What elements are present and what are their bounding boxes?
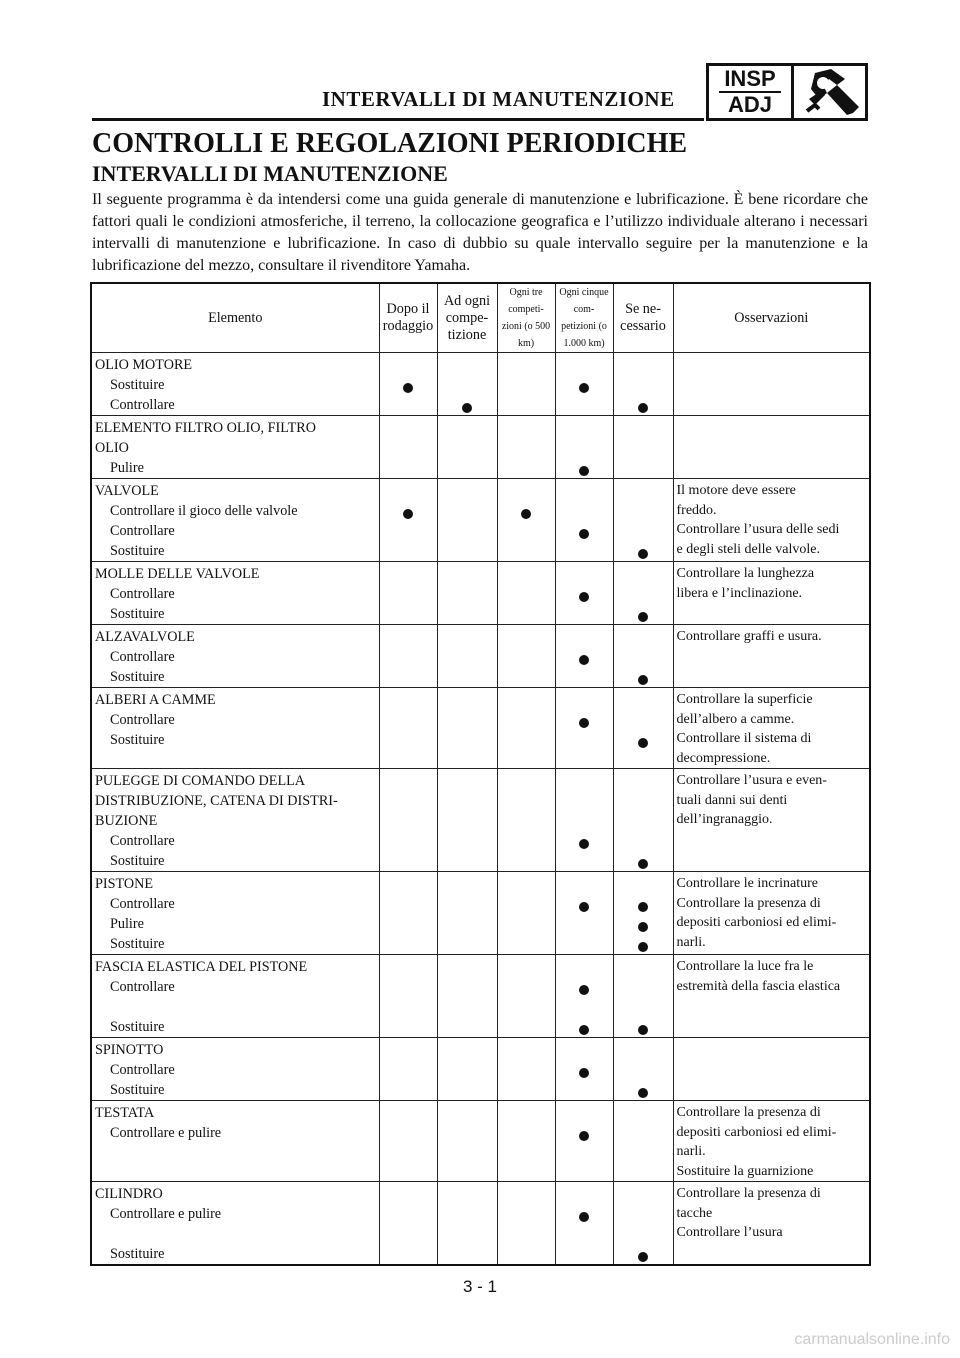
interval-cell xyxy=(437,625,497,688)
element-action: Sostituire xyxy=(110,669,165,685)
notes-cell xyxy=(673,769,870,872)
element-action: Controllare xyxy=(110,586,175,602)
element-cell xyxy=(91,353,379,416)
interval-cell xyxy=(613,1182,673,1266)
element-cell xyxy=(91,688,379,769)
element-title: BUZIONE xyxy=(95,813,158,829)
note-line: estremità della fascia elastica xyxy=(676,978,841,994)
interval-cell xyxy=(379,1101,437,1182)
badge-divider xyxy=(791,66,794,118)
table-row xyxy=(91,479,870,562)
schedule-dot-icon xyxy=(403,383,413,393)
note-line: Controllare l’usura e even- xyxy=(676,773,827,788)
schedule-dot-icon xyxy=(579,655,589,665)
schedule-dot-icon xyxy=(638,902,648,912)
schedule-dot-icon xyxy=(579,383,589,393)
schedule-dot-icon xyxy=(579,985,589,995)
element-action: Sostituire xyxy=(110,606,165,622)
element-title: PISTONE xyxy=(95,876,154,892)
element-title: MOLLE DELLE VALVOLE xyxy=(95,566,260,582)
table-row xyxy=(91,562,870,625)
element-action: Controllare xyxy=(110,833,175,849)
note-line: Controllare la presenza di xyxy=(676,1105,821,1120)
schedule-dot-icon xyxy=(403,509,413,519)
note-line: decompressione. xyxy=(676,750,771,766)
element-title: FASCIA ELASTICA DEL PISTONE xyxy=(95,959,308,975)
element-action: Sostituire xyxy=(110,377,165,393)
interval-cell xyxy=(613,353,673,416)
element-action xyxy=(95,1224,377,1244)
badge-text xyxy=(709,66,791,118)
element-title: ALZAVALVOLE xyxy=(95,629,195,645)
element-cell xyxy=(91,872,379,955)
table-row xyxy=(91,955,870,1038)
interval-cell xyxy=(379,562,437,625)
notes-cell xyxy=(673,353,870,416)
interval-cell xyxy=(437,1101,497,1182)
schedule-dot-icon xyxy=(638,549,648,559)
element-title: VALVOLE xyxy=(95,483,159,499)
element-action: Controllare e pulire xyxy=(110,1206,222,1222)
col-header-ogni-cinque: Ogni cinque com- petizioni (o 1.000 km) xyxy=(555,283,613,353)
element-action: Pulire xyxy=(110,916,144,932)
note-line: dell’ingranaggio. xyxy=(676,812,773,827)
interval-cell xyxy=(497,769,555,872)
interval-cell xyxy=(555,688,613,769)
interval-cell xyxy=(497,353,555,416)
schedule-dot-icon xyxy=(638,922,648,932)
table-row xyxy=(91,1101,870,1182)
page-number: 3 - 1 xyxy=(462,1277,498,1296)
table-row xyxy=(91,769,870,872)
schedule-dot-icon xyxy=(638,859,648,869)
interval-cell xyxy=(613,769,673,872)
interval-cell xyxy=(555,769,613,872)
sub-heading: INTERVALLI DI MANUTENZIONE xyxy=(92,161,448,186)
schedule-dot-icon xyxy=(638,612,648,622)
note-line: Controllare le incrinature xyxy=(676,876,818,891)
interval-cell xyxy=(437,353,497,416)
interval-cell xyxy=(497,872,555,955)
interval-cell xyxy=(437,416,497,479)
element-action: Sostituire xyxy=(110,936,165,952)
element-action: Controllare xyxy=(110,523,175,539)
interval-cell xyxy=(497,688,555,769)
interval-cell xyxy=(437,1038,497,1101)
interval-cell xyxy=(379,872,437,955)
notes-cell xyxy=(673,625,870,688)
element-action: Sostituire xyxy=(110,1082,165,1098)
interval-cell xyxy=(555,416,613,479)
schedule-dot-icon xyxy=(579,529,589,539)
interval-cell xyxy=(437,769,497,872)
note-line: freddo. xyxy=(676,502,717,518)
note-line: Sostituire la guarnizione xyxy=(676,1163,814,1179)
schedule-dot-icon xyxy=(638,1025,648,1035)
note-line: Controllare il sistema di xyxy=(676,731,812,746)
element-action: Controllare xyxy=(110,979,175,995)
schedule-dot-icon xyxy=(579,592,589,602)
element-action: Sostituire xyxy=(110,1246,165,1262)
notes-cell xyxy=(673,688,870,769)
element-title: ELEMENTO FILTRO OLIO, FILTRO xyxy=(95,420,316,436)
note-line: depositi carboniosi ed elimi- xyxy=(676,1124,837,1140)
note-line: Controllare la presenza di xyxy=(676,895,821,911)
element-cell xyxy=(91,955,379,1038)
element-cell xyxy=(91,416,379,479)
col-header-se-necessario: Se ne- cessario xyxy=(613,283,673,353)
interval-cell xyxy=(613,872,673,955)
element-cell xyxy=(91,1101,379,1182)
interval-cell xyxy=(497,955,555,1038)
interval-cell xyxy=(379,416,437,479)
badge-bottom-label: ADJ xyxy=(727,92,772,117)
interval-cell xyxy=(613,688,673,769)
notes-cell xyxy=(673,872,870,955)
table-row xyxy=(91,1038,870,1101)
interval-cell xyxy=(437,479,497,562)
table-row xyxy=(91,416,870,479)
element-title: DISTRIBUZIONE, CATENA DI DISTRI- xyxy=(95,793,338,809)
element-title: PULEGGE DI COMANDO DELLA xyxy=(95,773,306,789)
badge-top-label: INSP xyxy=(724,66,776,91)
schedule-dot-icon xyxy=(579,902,589,912)
schedule-dot-icon xyxy=(579,1068,589,1078)
schedule-dot-icon xyxy=(579,1212,589,1222)
interval-cell xyxy=(555,955,613,1038)
note-line: Controllare la luce fra le xyxy=(676,959,814,974)
running-header-title: INTERVALLI DI MANUTENZIONE xyxy=(322,87,675,111)
note-line: Il motore deve essere xyxy=(676,483,796,498)
notes-cell xyxy=(673,416,870,479)
schedule-dot-icon xyxy=(638,942,648,952)
element-title: TESTATA xyxy=(95,1105,155,1121)
table-row xyxy=(91,688,870,769)
schedule-dot-icon xyxy=(521,509,531,519)
note-line: depositi carboniosi ed elimi- xyxy=(676,915,837,930)
note-line: Controllare l’usura xyxy=(676,1225,783,1240)
element-cell xyxy=(91,479,379,562)
element-cell xyxy=(91,562,379,625)
note-line: Controllare graffi e usura. xyxy=(676,629,822,644)
element-action: Pulire xyxy=(110,460,144,476)
note-line: Controllare la superficie xyxy=(676,692,813,707)
schedule-dot-icon xyxy=(462,403,472,413)
col-header-osservazioni: Osservazioni xyxy=(673,283,870,353)
interval-cell xyxy=(379,479,437,562)
wrench-check-icon xyxy=(801,69,863,117)
interval-cell xyxy=(497,479,555,562)
interval-cell xyxy=(613,416,673,479)
interval-cell xyxy=(613,479,673,562)
element-action: Controllare e pulire xyxy=(110,1125,222,1141)
insp-adj-badge xyxy=(706,63,868,121)
interval-cell xyxy=(613,625,673,688)
interval-cell xyxy=(379,955,437,1038)
schedule-dot-icon xyxy=(638,1088,648,1098)
element-action: Controllare il gioco delle valvole xyxy=(110,503,298,519)
main-heading: CONTROLLI E REGOLAZIONI PERIODICHE xyxy=(92,128,688,159)
note-line: narli. xyxy=(676,1144,706,1159)
col-header-ogni-competizione: Ad ogni compe- tizione xyxy=(437,283,497,353)
interval-cell xyxy=(555,1038,613,1101)
interval-cell xyxy=(613,1101,673,1182)
schedule-dot-icon xyxy=(579,1131,589,1141)
interval-cell xyxy=(555,1182,613,1266)
interval-cell xyxy=(497,1038,555,1101)
schedule-dot-icon xyxy=(579,1025,589,1035)
schedule-dot-icon xyxy=(638,675,648,685)
element-action xyxy=(95,997,377,1017)
element-action: Sostituire xyxy=(110,1019,165,1035)
intro-paragraph: Il seguente programma è da intendersi come una guida generale di manutenzione e lubrificazione. È bene ricordare che fattori quali le condizioni atmosferiche, il terreno, la collocazione geografica e l’utilizzo individuale alterano i necessari intervalli di manutenzione e lubrificazione. In caso di dubbio su quale intervallo seguire per la manutenzione e la lubrificazione del mezzo, consultare il rivenditore Yamaha. xyxy=(92,191,868,274)
element-action: Controllare xyxy=(110,397,175,413)
col-header-elemento: Elemento xyxy=(91,283,379,353)
interval-cell xyxy=(555,1101,613,1182)
schedule-dot-icon xyxy=(579,718,589,728)
schedule-dot-icon xyxy=(638,738,648,748)
interval-cell xyxy=(437,1182,497,1266)
interval-cell xyxy=(555,562,613,625)
interval-cell xyxy=(613,955,673,1038)
interval-cell xyxy=(497,1182,555,1266)
notes-cell xyxy=(673,562,870,625)
table-row xyxy=(91,872,870,955)
element-cell xyxy=(91,1182,379,1266)
watermark: carmanualsonline.info xyxy=(794,1331,950,1348)
schedule-dot-icon xyxy=(638,1252,648,1262)
header-rule xyxy=(92,118,704,121)
interval-cell xyxy=(437,562,497,625)
element-title: SPINOTTO xyxy=(95,1042,164,1058)
element-title: CILINDRO xyxy=(95,1186,163,1202)
table-row xyxy=(91,1182,870,1266)
notes-cell xyxy=(673,955,870,1038)
notes-cell xyxy=(673,1182,870,1266)
note-line: narli. xyxy=(676,934,706,950)
element-title: OLIO xyxy=(95,440,129,456)
element-action: Controllare xyxy=(110,649,175,665)
interval-cell xyxy=(437,955,497,1038)
col-header-dopo-rodaggio: Dopo il rodaggio xyxy=(379,283,437,353)
interval-cell xyxy=(497,562,555,625)
schedule-dot-icon xyxy=(579,466,589,476)
element-cell xyxy=(91,769,379,872)
element-title: OLIO MOTORE xyxy=(95,357,193,373)
element-action: Sostituire xyxy=(110,732,165,748)
interval-cell xyxy=(379,625,437,688)
element-action: Sostituire xyxy=(110,543,165,559)
schedule-dot-icon xyxy=(638,403,648,413)
element-cell xyxy=(91,625,379,688)
notes-cell xyxy=(673,1101,870,1182)
element-action: Controllare xyxy=(110,896,175,912)
table-header-row xyxy=(91,283,870,353)
interval-cell xyxy=(497,625,555,688)
notes-cell xyxy=(673,479,870,562)
col-header-ogni-tre: Ogni tre competi- zioni (o 500 km) xyxy=(497,283,555,353)
element-action: Controllare xyxy=(110,712,175,728)
note-line: e degli steli delle valvole. xyxy=(676,541,820,557)
element-action: Sostituire xyxy=(110,853,165,869)
maintenance-table xyxy=(90,282,871,1266)
interval-cell xyxy=(613,1038,673,1101)
interval-cell xyxy=(379,769,437,872)
note-line: Controllare l’usura delle sedi xyxy=(676,522,840,537)
element-cell xyxy=(91,1038,379,1101)
notes-cell xyxy=(673,1038,870,1101)
interval-cell xyxy=(555,625,613,688)
note-line: dell’albero a camme. xyxy=(676,711,795,727)
table-row xyxy=(91,353,870,416)
interval-cell xyxy=(437,688,497,769)
interval-cell xyxy=(555,353,613,416)
note-line: Controllare la presenza di xyxy=(676,1186,821,1201)
interval-cell xyxy=(437,872,497,955)
note-line: libera e l’inclinazione. xyxy=(676,585,803,601)
note-line: Controllare la lunghezza xyxy=(676,566,815,581)
element-title: ALBERI A CAMME xyxy=(95,692,216,708)
interval-cell xyxy=(555,872,613,955)
table-row xyxy=(91,625,870,688)
schedule-dot-icon xyxy=(579,839,589,849)
interval-cell xyxy=(379,353,437,416)
note-line: tuali danni sui denti xyxy=(676,792,788,808)
interval-cell xyxy=(379,1182,437,1266)
interval-cell xyxy=(555,479,613,562)
element-action: Controllare xyxy=(110,1062,175,1078)
interval-cell xyxy=(613,562,673,625)
interval-cell xyxy=(379,688,437,769)
interval-cell xyxy=(379,1038,437,1101)
note-line: tacche xyxy=(676,1205,713,1221)
interval-cell xyxy=(497,416,555,479)
element-action xyxy=(95,1143,377,1163)
interval-cell xyxy=(497,1101,555,1182)
